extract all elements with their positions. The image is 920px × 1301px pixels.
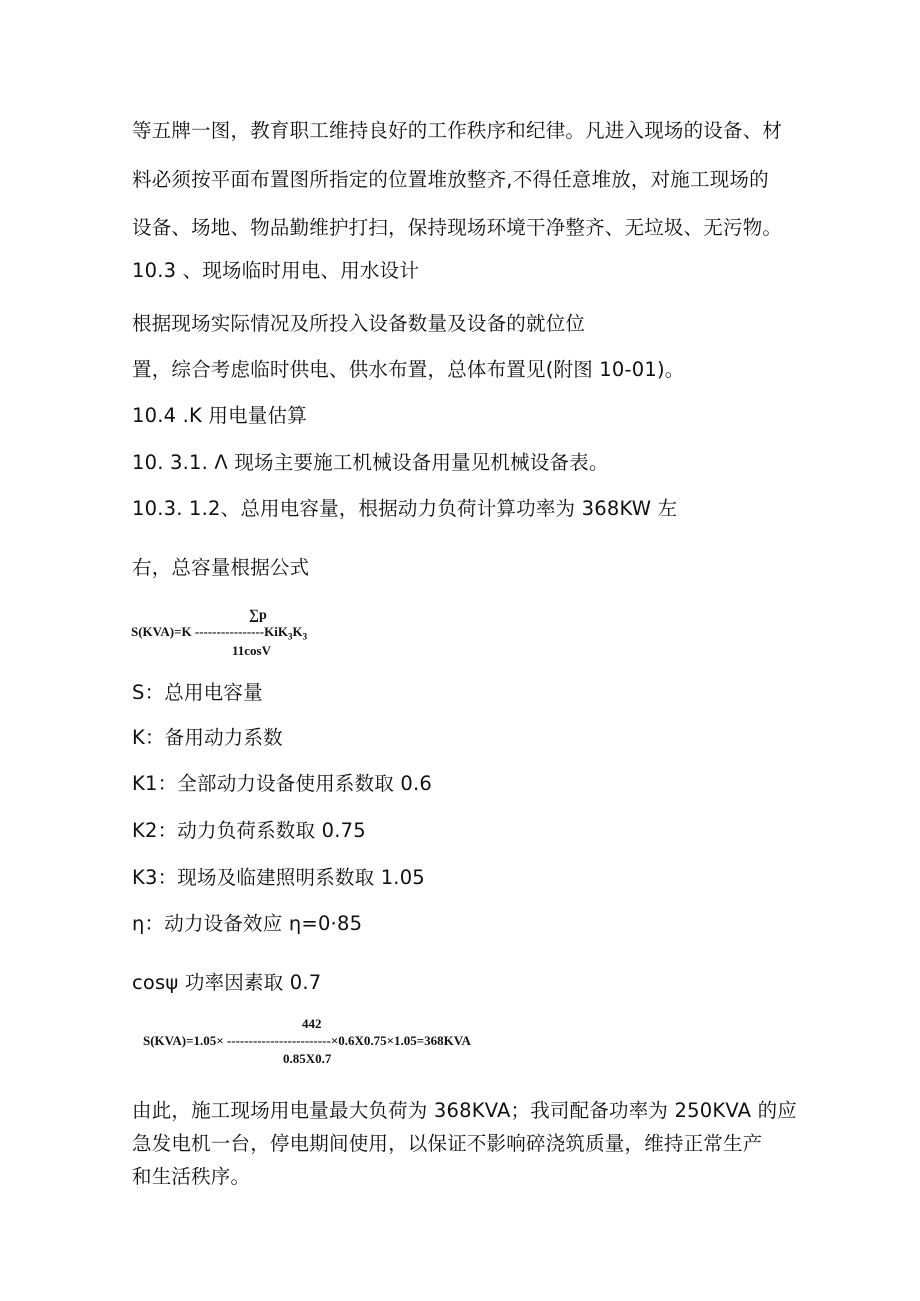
paragraph-line: 置，综合考虑临时供电、供水布置，总体布置见(附图 10-01)。 [132,358,685,381]
definition-line: cosψ 功率因素取 0.7 [132,971,322,994]
paragraph-line: 由此，施工现场用电量最大负荷为 368KVA；我司配备功率为 250KVA 的应 [132,1099,797,1122]
section-heading: 10.4 .K 用电量估算 [132,404,307,427]
formula-main-line: S(KVA)=1.05× ------------------------×0.6X0.75×1.05=368KVA [143,1033,471,1048]
formula-numerator: 442 [302,1016,322,1031]
paragraph-line: 料必须按平面布置图所指定的位置堆放整齐,不得任意堆放，对施工现场的 [132,168,769,191]
formula-denominator: 0.85X0.7 [283,1051,332,1066]
definition-line: η：动力设备效应 η=0·85 [132,912,363,935]
definition-line: K1：全部动力设备使用系数取 0.6 [132,772,433,795]
section-heading: 10.3 、现场临时用电、用水设计 [132,259,420,282]
formula-denominator: 11cosV [232,643,271,658]
paragraph-line: 10. 3.1. Λ 现场主要施工机械设备用量见机械设备表。 [132,451,609,474]
paragraph-line: 根据现场实际情况及所投入设备数量及设备的就位位 [132,312,586,335]
paragraph-line: 和生活秩序。 [132,1165,251,1188]
paragraph-line: 等五牌一图，教育职工维持良好的工作秩序和纪律。凡进入现场的设备、材 [132,119,783,142]
formula-main-line: S(KVA)=K $----------------KiK_3K_3$ [131,624,308,642]
definition-line: S：总用电容量 [132,681,263,704]
paragraph-line: 设备、场地、物品勤维护打扫，保持现场环境干净整齐、无垃圾、无污物。 [132,216,783,239]
paragraph-line: 10.3. 1.2、总用电容量，根据动力负荷计算功率为 368KW 左 [132,497,678,520]
definition-line: K3：现场及临建照明系数取 1.05 [132,866,425,889]
paragraph-line: 右，总容量根据公式 [132,556,310,579]
definition-line: K2：动力负荷系数取 0.75 [132,819,366,842]
definition-line: K：备用动力系数 [132,726,283,749]
formula-numerator: ∑p [249,608,267,623]
paragraph-line: 急发电机一台，停电期间使用，以保证不影响碎浇筑质量，维持正常生产 [132,1132,763,1155]
